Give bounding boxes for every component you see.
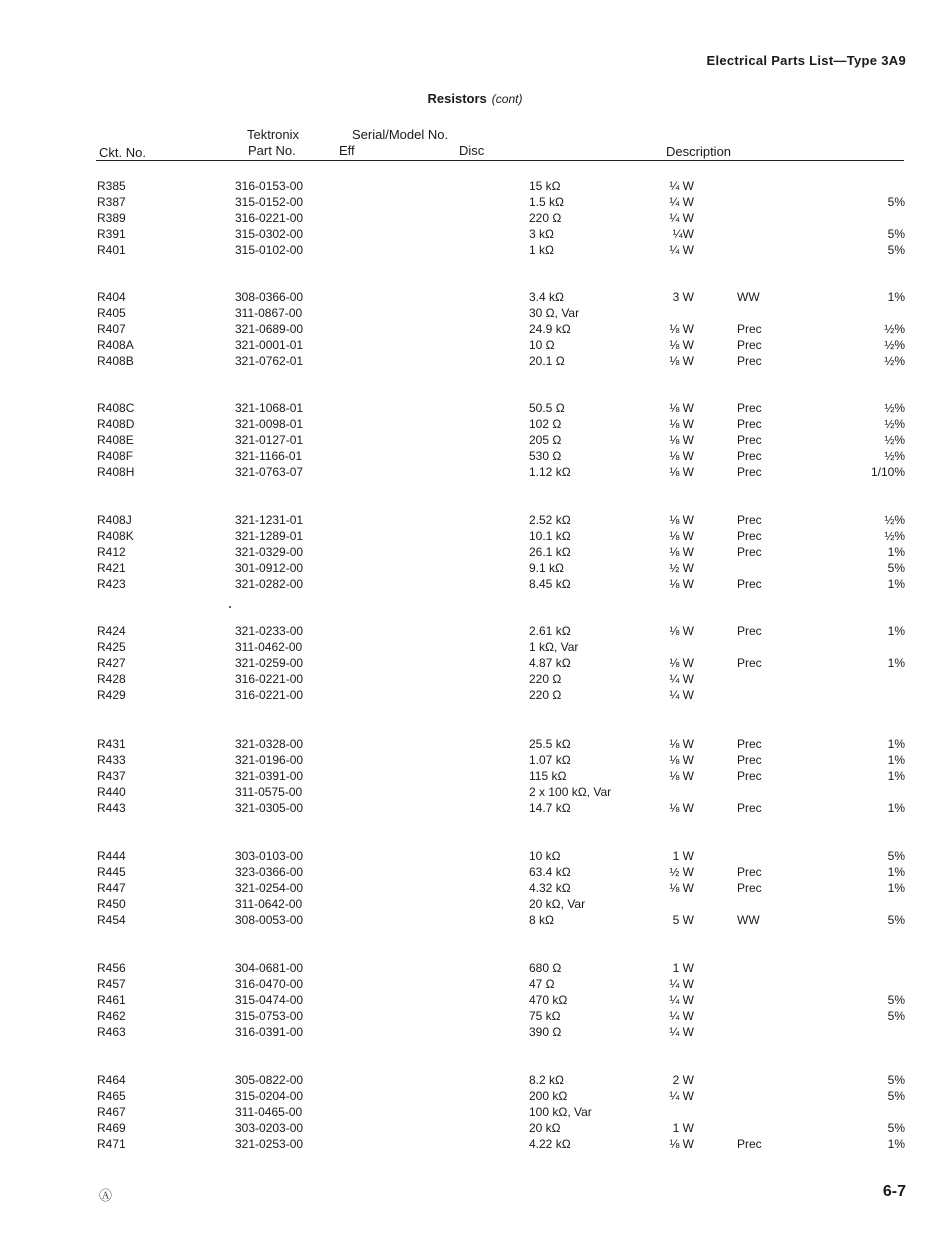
ckt-number: R471 <box>97 1137 126 1151</box>
resistor-type: Prec <box>737 417 762 431</box>
resistor-type: Prec <box>737 753 762 767</box>
tolerance: 1% <box>887 656 905 670</box>
resistance-value: 4.87 kΩ <box>529 656 571 670</box>
part-number: 321-0391-00 <box>235 769 304 783</box>
table-row <box>0 1104 950 1120</box>
ckt-number: R431 <box>97 737 126 751</box>
ckt-number: R408H <box>97 465 135 479</box>
table-row <box>0 992 950 1008</box>
resistance-value: 8.45 kΩ <box>529 577 571 591</box>
tolerance: ½% <box>884 433 905 447</box>
table-row <box>0 960 950 976</box>
wattage: ½ W <box>669 561 694 575</box>
ckt-number: R428 <box>97 672 126 686</box>
resistor-type: WW <box>737 913 760 927</box>
part-number: 321-0259-00 <box>235 656 304 670</box>
wattage: 2 W <box>672 1073 694 1087</box>
resistance-value: 15 kΩ <box>529 179 561 193</box>
tolerance: ½% <box>884 417 905 431</box>
tolerance: 1% <box>887 1137 905 1151</box>
ckt-number: R408E <box>97 433 134 447</box>
ckt-number: R467 <box>97 1105 126 1119</box>
table-row <box>0 560 950 576</box>
resistance-value: 2.52 kΩ <box>529 513 571 527</box>
resistor-type: Prec <box>737 338 762 352</box>
resistance-value: 220 Ω <box>529 211 562 225</box>
ckt-number: R444 <box>97 849 126 863</box>
table-row <box>0 1136 950 1152</box>
tolerance: 1% <box>887 290 905 304</box>
wattage: ⅛ W <box>669 656 694 670</box>
part-number: 321-0098-01 <box>235 417 304 431</box>
table-row <box>0 226 950 242</box>
part-number: 321-0329-00 <box>235 545 304 559</box>
wattage: ⅛ W <box>669 449 694 463</box>
part-number: 315-0152-00 <box>235 195 304 209</box>
ckt-number: R443 <box>97 801 126 815</box>
wattage: ¼ W <box>669 672 694 686</box>
part-number: 321-1068-01 <box>235 401 304 415</box>
col-description: Description <box>666 144 732 159</box>
ckt-number: R408F <box>97 449 134 463</box>
part-number: 315-0474-00 <box>235 993 304 1007</box>
resistance-value: 14.7 kΩ <box>529 801 571 815</box>
part-number: 321-0763-07 <box>235 465 304 479</box>
part-number: 316-0391-00 <box>235 1025 304 1039</box>
wattage: ¼ W <box>669 179 694 193</box>
table-row <box>0 655 950 671</box>
wattage: ¼ W <box>669 1089 694 1103</box>
resistance-value: 390 Ω <box>529 1025 562 1039</box>
wattage: ⅛ W <box>669 881 694 895</box>
wattage: ¼ W <box>669 1009 694 1023</box>
ckt-number: R427 <box>97 656 126 670</box>
table-row <box>0 639 950 655</box>
part-number: 311-0575-00 <box>235 785 303 799</box>
wattage: ⅛ W <box>669 354 694 368</box>
col-ckt-no: Ckt. No. <box>99 145 146 160</box>
ckt-number: R457 <box>97 977 126 991</box>
table-row <box>0 800 950 816</box>
tolerance: 1% <box>887 545 905 559</box>
resistor-type: Prec <box>737 449 762 463</box>
ckt-number: R387 <box>97 195 126 209</box>
part-number: 321-1289-01 <box>235 529 304 543</box>
wattage: ⅛ W <box>669 737 694 751</box>
wattage: ⅛ W <box>669 401 694 415</box>
resistor-type: Prec <box>737 401 762 415</box>
wattage: ⅛ W <box>669 624 694 638</box>
resistor-type: Prec <box>737 465 762 479</box>
resistance-value: 3.4 kΩ <box>529 290 564 304</box>
tolerance: 1% <box>887 577 905 591</box>
table-row <box>0 210 950 226</box>
table-row <box>0 194 950 210</box>
wattage: ⅛ W <box>669 529 694 543</box>
resistor-type: Prec <box>737 881 762 895</box>
part-number: 321-0253-00 <box>235 1137 304 1151</box>
table-row <box>0 1024 950 1040</box>
tolerance: ½% <box>884 322 905 336</box>
resistance-value: 200 kΩ <box>529 1089 568 1103</box>
wattage: ⅛ W <box>669 577 694 591</box>
resistor-type: Prec <box>737 865 762 879</box>
section-cont: (cont) <box>491 92 523 106</box>
resistance-value: 205 Ω <box>529 433 562 447</box>
ckt-number: R407 <box>97 322 126 336</box>
wattage: ½ W <box>669 865 694 879</box>
table-row <box>0 512 950 528</box>
wattage: ⅛ W <box>669 801 694 815</box>
tolerance: ½% <box>884 529 905 543</box>
tolerance: 5% <box>887 1121 905 1135</box>
ckt-number: R464 <box>97 1073 126 1087</box>
part-number: 308-0366-00 <box>235 290 304 304</box>
part-number: 304-0681-00 <box>235 961 304 975</box>
wattage: ⅛ W <box>669 433 694 447</box>
wattage: ⅛ W <box>669 322 694 336</box>
col-eff: Eff <box>339 143 355 158</box>
part-number: 321-1166-01 <box>235 449 303 463</box>
ckt-number: R424 <box>97 624 126 638</box>
tolerance: 5% <box>887 561 905 575</box>
table-row <box>0 880 950 896</box>
table-row <box>0 768 950 784</box>
wattage: 1 W <box>672 1121 694 1135</box>
resistance-value: 25.5 kΩ <box>529 737 571 751</box>
wattage: 1 W <box>672 849 694 863</box>
part-number: 321-0282-00 <box>235 577 304 591</box>
tolerance: 5% <box>887 913 905 927</box>
resistance-value: 47 Ω <box>529 977 555 991</box>
part-number: 321-0196-00 <box>235 753 304 767</box>
ckt-number: R465 <box>97 1089 126 1103</box>
resistance-value: 2.61 kΩ <box>529 624 571 638</box>
section-name: Resistors <box>427 91 487 106</box>
resistance-value: 530 Ω <box>529 449 562 463</box>
resistance-value: 3 kΩ <box>529 227 554 241</box>
wattage: 5 W <box>672 913 694 927</box>
ckt-number: R408D <box>97 417 135 431</box>
ckt-number: R408J <box>97 513 132 527</box>
resistance-value: 63.4 kΩ <box>529 865 571 879</box>
table-row <box>0 623 950 639</box>
part-number: 311-0462-00 <box>235 640 303 654</box>
resistor-type: Prec <box>737 354 762 368</box>
wattage: ⅛ W <box>669 465 694 479</box>
resistor-type: Prec <box>737 322 762 336</box>
resistance-value: 10.1 kΩ <box>529 529 571 543</box>
part-number: 316-0153-00 <box>235 179 304 193</box>
tolerance: 5% <box>887 1089 905 1103</box>
resistor-type: Prec <box>737 545 762 559</box>
resistance-value: 1 kΩ, Var <box>529 640 579 654</box>
table-row <box>0 864 950 880</box>
ckt-number: R404 <box>97 290 126 304</box>
col-tektronix: Tektronix <box>247 127 300 142</box>
resistor-type: Prec <box>737 624 762 638</box>
table-row <box>0 464 950 480</box>
table-row <box>0 1088 950 1104</box>
resistance-value: 100 kΩ, Var <box>529 1105 592 1119</box>
table-row <box>0 671 950 687</box>
resistance-value: 4.22 kΩ <box>529 1137 571 1151</box>
table-row <box>0 784 950 800</box>
part-number: 311-0642-00 <box>235 897 303 911</box>
ckt-number: R408A <box>97 338 134 352</box>
resistor-type: Prec <box>737 656 762 670</box>
part-number: 311-0867-00 <box>235 306 303 320</box>
tolerance: 5% <box>887 243 905 257</box>
table-row <box>0 1072 950 1088</box>
table-row <box>0 178 950 194</box>
part-number: 321-0127-01 <box>235 433 304 447</box>
table-row <box>0 736 950 752</box>
table-row <box>0 305 950 321</box>
resistor-type: WW <box>737 290 760 304</box>
table-row <box>0 1120 950 1136</box>
resistance-value: 26.1 kΩ <box>529 545 571 559</box>
resistance-value: 9.1 kΩ <box>529 561 564 575</box>
part-number: 315-0753-00 <box>235 1009 304 1023</box>
tolerance: 5% <box>887 849 905 863</box>
part-number: 321-0689-00 <box>235 322 304 336</box>
tolerance: 1% <box>887 737 905 751</box>
ckt-number: R469 <box>97 1121 126 1135</box>
ckt-number: R421 <box>97 561 126 575</box>
resistance-value: 115 kΩ <box>529 769 567 783</box>
resistance-value: 10 kΩ <box>529 849 561 863</box>
resistor-type: Prec <box>737 513 762 527</box>
part-number: 321-0233-00 <box>235 624 304 638</box>
resistance-value: 24.9 kΩ <box>529 322 571 336</box>
part-number: 311-0465-00 <box>235 1105 303 1119</box>
footer-page-number: 6-7 <box>882 1183 906 1200</box>
wattage: ¼ W <box>669 993 694 1007</box>
tolerance: 1% <box>887 865 905 879</box>
resistor-type: Prec <box>737 737 762 751</box>
table-row <box>0 912 950 928</box>
resistance-value: 20 kΩ, Var <box>529 897 586 911</box>
resistance-value: 470 kΩ <box>529 993 568 1007</box>
wattage: ⅛ W <box>669 753 694 767</box>
ckt-number: R437 <box>97 769 126 783</box>
wattage: ¼ W <box>669 243 694 257</box>
tolerance: ½% <box>884 354 905 368</box>
resistance-value: 220 Ω <box>529 688 562 702</box>
resistor-type: Prec <box>737 529 762 543</box>
table-row <box>0 432 950 448</box>
resistance-value: 10 Ω <box>529 338 555 352</box>
resistor-type: Prec <box>737 801 762 815</box>
table-row <box>0 353 950 369</box>
table-row <box>0 896 950 912</box>
part-number: 323-0366-00 <box>235 865 304 879</box>
part-number: 321-0328-00 <box>235 737 304 751</box>
wattage: ¼ W <box>669 1025 694 1039</box>
resistance-value: 220 Ω <box>529 672 562 686</box>
part-number: 316-0221-00 <box>235 672 304 686</box>
ckt-number: R450 <box>97 897 126 911</box>
tolerance: ½% <box>884 449 905 463</box>
wattage: 3 W <box>672 290 694 304</box>
part-number: 315-0102-00 <box>235 243 304 257</box>
table-row <box>0 448 950 464</box>
resistor-type: Prec <box>737 1137 762 1151</box>
ckt-number: R463 <box>97 1025 126 1039</box>
ckt-number: R408K <box>97 529 134 543</box>
part-number: 315-0302-00 <box>235 227 304 241</box>
part-number: 316-0221-00 <box>235 211 304 225</box>
wattage: ¼ W <box>669 195 694 209</box>
ckt-number: R389 <box>97 211 126 225</box>
col-disc: Disc <box>459 143 485 158</box>
table-row <box>0 687 950 703</box>
ckt-number: R456 <box>97 961 126 975</box>
tolerance: ½% <box>884 513 905 527</box>
table-row <box>0 1008 950 1024</box>
stray-mark <box>229 606 231 608</box>
part-number: 303-0103-00 <box>235 849 304 863</box>
part-number: 315-0204-00 <box>235 1089 304 1103</box>
resistance-value: 30 Ω, Var <box>529 306 580 320</box>
ckt-number: R408C <box>97 401 135 415</box>
part-number: 321-0001-01 <box>235 338 304 352</box>
section-title <box>0 91 950 106</box>
wattage: ¼W <box>672 227 694 241</box>
wattage: ⅛ W <box>669 545 694 559</box>
wattage: ⅛ W <box>669 769 694 783</box>
part-number: 321-0254-00 <box>235 881 304 895</box>
resistance-value: 75 kΩ <box>529 1009 561 1023</box>
resistance-value: 680 Ω <box>529 961 562 975</box>
table-row <box>0 416 950 432</box>
wattage: ⅛ W <box>669 417 694 431</box>
wattage: ¼ W <box>669 211 694 225</box>
footer-revision-mark: Ⓐ <box>99 1188 113 1203</box>
part-number: 316-0221-00 <box>235 688 304 702</box>
resistance-value: 20 kΩ <box>529 1121 561 1135</box>
ckt-number: R391 <box>97 227 126 241</box>
part-number: 301-0912-00 <box>235 561 304 575</box>
resistance-value: 1.5 kΩ <box>529 195 564 209</box>
ckt-number: R425 <box>97 640 126 654</box>
ckt-number: R401 <box>97 243 126 257</box>
tolerance: 1% <box>887 769 905 783</box>
ckt-number: R440 <box>97 785 126 799</box>
ckt-number: R385 <box>97 179 126 193</box>
tolerance: 1% <box>887 881 905 895</box>
resistance-value: 8 kΩ <box>529 913 554 927</box>
col-serial-model: Serial/Model No. <box>352 127 449 142</box>
table-row <box>0 242 950 258</box>
tolerance: ½% <box>884 401 905 415</box>
tolerance: 5% <box>887 195 905 209</box>
ckt-number: R423 <box>97 577 126 591</box>
part-number: 321-0762-01 <box>235 354 304 368</box>
tolerance: 5% <box>887 1009 905 1023</box>
resistor-type: Prec <box>737 769 762 783</box>
part-number: 321-1231-01 <box>235 513 304 527</box>
wattage: ⅛ W <box>669 513 694 527</box>
resistor-type: Prec <box>737 577 762 591</box>
tolerance: 1% <box>887 801 905 815</box>
resistance-value: 4.32 kΩ <box>529 881 571 895</box>
wattage: 1 W <box>672 961 694 975</box>
ckt-number: R433 <box>97 753 126 767</box>
part-number: 305-0822-00 <box>235 1073 304 1087</box>
resistance-value: 8.2 kΩ <box>529 1073 564 1087</box>
part-number: 308-0053-00 <box>235 913 304 927</box>
ckt-number: R445 <box>97 865 126 879</box>
resistance-value: 1 kΩ <box>529 243 554 257</box>
header-rule <box>96 160 904 161</box>
part-number: 303-0203-00 <box>235 1121 304 1135</box>
tolerance: 1% <box>887 753 905 767</box>
resistance-value: 1.12 kΩ <box>529 465 571 479</box>
resistance-value: 1.07 kΩ <box>529 753 571 767</box>
part-number: 316-0470-00 <box>235 977 304 991</box>
table-row <box>0 321 950 337</box>
ckt-number: R447 <box>97 881 126 895</box>
ckt-number: R405 <box>97 306 126 320</box>
table-row <box>0 400 950 416</box>
ckt-number: R412 <box>97 545 126 559</box>
ckt-number: R461 <box>97 993 126 1007</box>
resistance-value: 50.5 Ω <box>529 401 565 415</box>
ckt-number: R408B <box>97 354 134 368</box>
resistor-type: Prec <box>737 433 762 447</box>
table-row <box>0 289 950 305</box>
ckt-number: R462 <box>97 1009 126 1023</box>
ckt-number: R429 <box>97 688 126 702</box>
resistance-value: 2 x 100 kΩ, Var <box>529 785 612 799</box>
wattage: ⅛ W <box>669 1137 694 1151</box>
wattage: ¼ W <box>669 977 694 991</box>
wattage: ¼ W <box>669 688 694 702</box>
tolerance: 1/10% <box>870 465 905 479</box>
tolerance: 5% <box>887 227 905 241</box>
resistance-value: 102 Ω <box>529 417 562 431</box>
tolerance: ½% <box>884 338 905 352</box>
page-header-title: Electrical Parts List—Type 3A9 <box>706 53 906 68</box>
wattage: ⅛ W <box>669 338 694 352</box>
table-row <box>0 544 950 560</box>
table-row <box>0 976 950 992</box>
part-number: 321-0305-00 <box>235 801 304 815</box>
table-row <box>0 576 950 592</box>
tolerance: 5% <box>887 993 905 1007</box>
tolerance: 1% <box>887 624 905 638</box>
tolerance: 5% <box>887 1073 905 1087</box>
resistance-value: 20.1 Ω <box>529 354 565 368</box>
col-part-no: Part No. <box>248 143 296 158</box>
table-row <box>0 337 950 353</box>
table-row <box>0 848 950 864</box>
table-row <box>0 528 950 544</box>
ckt-number: R454 <box>97 913 126 927</box>
table-row <box>0 752 950 768</box>
